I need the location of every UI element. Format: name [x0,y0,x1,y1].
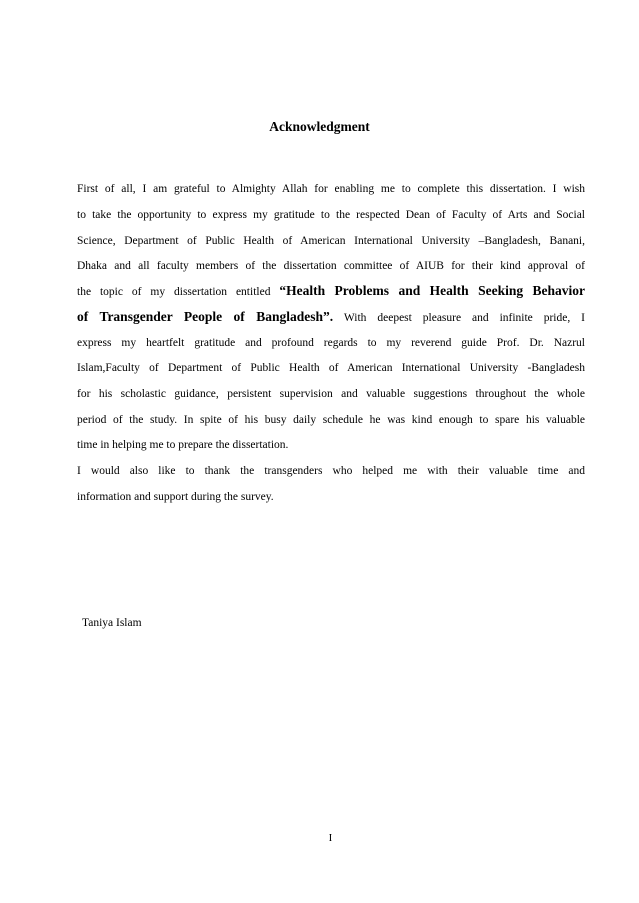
body-line: period of the study. In spite of his busy daily schedule he was kind enough to spare his valuable [77,414,585,426]
signature-name: Taniya Islam [82,617,142,629]
dissertation-title-part-1: “Health Problems and Health Seeking Behavior [279,283,586,298]
body-line: to take the opportunity to express my gratitude to the respected Dean of Faculty of Arts and Social [77,209,585,221]
page-title: Acknowledgment [269,119,370,134]
page-number: I [328,832,333,844]
body-line: express my heartfelt gratitude and profound regards to my reverend guide Prof. Dr. Nazrul [77,337,585,349]
body-line: Islam,Faculty of Department of Public Health of American International University -Bangladesh [77,362,585,374]
body-line: information and support during the survey. [77,491,274,503]
dissertation-title-part-2: of Transgender People of Bangladesh”. [77,309,334,324]
body-line: time in helping me to prepare the dissertation. [77,439,289,451]
body-line [77,283,585,299]
body-line: for his scholastic guidance, persistent supervision and valuable suggestions throughout the whole [77,388,585,400]
body-text: With deepest pleasure and infinite pride, I [333,312,586,324]
body-line: Science, Department of Public Health of American International University –Bangladesh, Banani, [77,235,585,247]
body-line [77,309,585,325]
body-text: the topic of my dissertation entitled [77,286,280,298]
body-line: I would also like to thank the transgenders who helped me with their valuable time and [77,465,585,477]
body-line: Dhaka and all faculty members of the dissertation committee of AIUB for their kind approval of [77,260,585,272]
body-line: First of all, I am grateful to Almighty Allah for enabling me to complete this dissertation. I wish [77,183,585,195]
